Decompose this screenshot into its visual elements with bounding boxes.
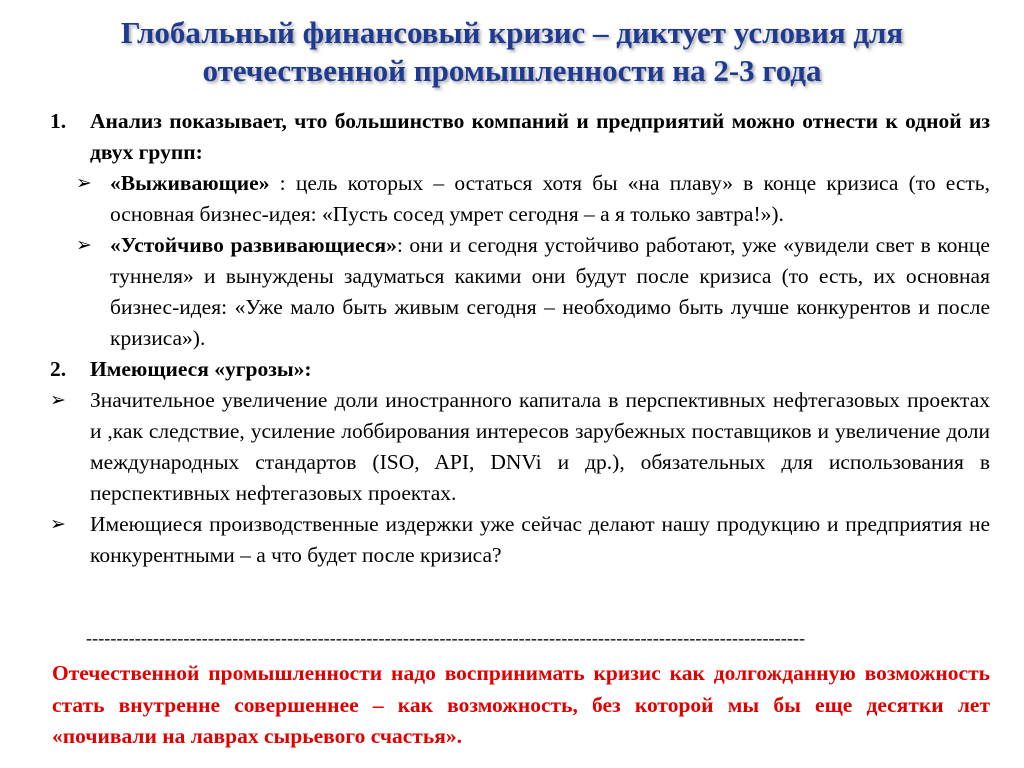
slide-body	[48, 106, 990, 571]
section-2-number: 2.	[50, 357, 67, 381]
section-1-intro	[48, 106, 990, 168]
arrow-bullet-icon: ➢	[50, 514, 66, 535]
arrow-bullet-icon: ➢	[76, 173, 92, 194]
list-item	[48, 230, 990, 354]
group-name-surviving: «Выживающие»	[110, 171, 270, 195]
list-item	[48, 168, 990, 230]
arrow-bullet-icon: ➢	[76, 235, 92, 256]
conclusion-text: Отечественной промышленности надо воспринимать кризис как долгожданную возможность стать внутренне совершеннее – как возможность, без которой мы бы еще десятки лет «почивали на лаврах сырьевого счастья».	[52, 661, 990, 748]
group-desc-surviving: : цель которых – остаться хотя бы «на плаву» в конце кризиса (то есть, основная бизнес-идея: «Пусть сосед умрет сегодня – а я только завтра!»).	[110, 171, 990, 226]
section-1-intro-text: Анализ показывает, что большинство компаний и предприятий можно отнести к одной из двух групп:	[90, 109, 990, 164]
threat-production-costs: Имеющиеся производственные издержки уже сейчас делают нашу продукцию и предприятия не конкурентными – а что будет после кризиса?	[90, 512, 990, 567]
section-2-heading	[48, 354, 990, 385]
group-name-developing: «Устойчиво развивающиеся»	[110, 233, 397, 257]
threat-foreign-capital: Значительное увеличение доли иностранного капитала в перспективных нефтегазовых проектах и ,как следствие, усиление лоббирования интересов зарубежных поставщиков и увеличение доли международных стандартов (ISO, API, DNVi и др.), обязательных для использования в перспективных нефтегазовых проектах.	[90, 388, 990, 505]
arrow-bullet-icon: ➢	[50, 390, 66, 411]
section-2-heading-text: Имеющиеся «угрозы»:	[90, 357, 312, 381]
list-item	[48, 509, 990, 571]
list-item	[48, 385, 990, 509]
section-1-number: 1.	[50, 109, 67, 133]
slide-title: Глобальный финансовый кризис – диктует условия для отечественной промышленности на 2-3 года	[120, 15, 904, 88]
group-desc-developing: : они и сегодня устойчиво работают, уже «увидели свет в конце туннеля» и вынуждены задуматься какими они будут после кризиса (то есть, их основная бизнес-идея: «Уже мало быть живым сегодня – необходимо быть лучше конкурентов и после кризиса»).	[110, 233, 990, 350]
dashed-separator: ----------------------------------------------------------------------------------------------------------------------	[86, 628, 806, 648]
